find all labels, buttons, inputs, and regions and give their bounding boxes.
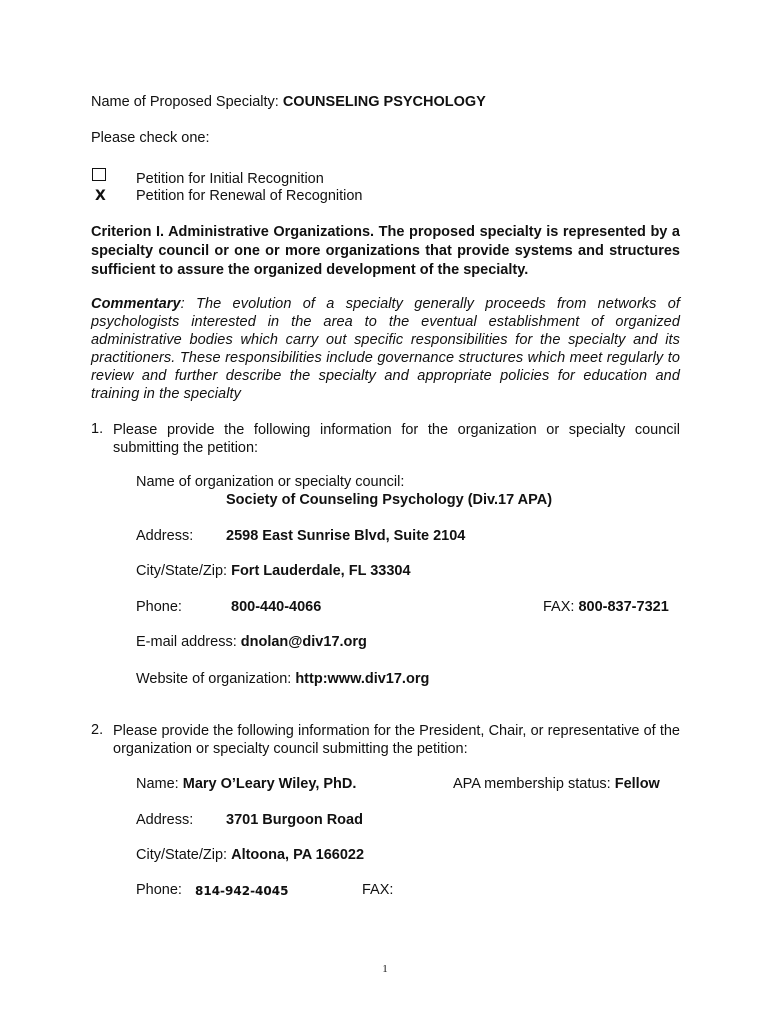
q1-website-value: http:www.div17.org [295, 671, 430, 687]
q2-address-value: 3701 Burgoon Road [226, 812, 363, 828]
q2-city-value: Altoona, PA 166022 [231, 847, 365, 863]
commentary-text: : The evolution of a specialty generally proceeds from networks of psychologists interested in the area to the eventual establishment of organized administrative bodies which carry out specific responsibilities for the specialty and its practitioners. These responsibilities include governance structures which meet regularly to review and further describe the specialty and appropriate policies for education and training in the specialty [91, 296, 680, 402]
option-renewal-label: Petition for Renewal of Recognition [136, 188, 363, 204]
q2-name-value: Mary O’Leary Wiley, PhD. [182, 776, 357, 792]
q1-phone-value: 800-440-4066 [231, 599, 322, 615]
q1-website-line [136, 671, 429, 687]
option-initial-label: Petition for Initial Recognition [136, 171, 324, 187]
q1-org-label: Name of organization or specialty council: [136, 474, 405, 490]
q2-phone-label: Phone: [136, 882, 182, 898]
page-number: 1 [382, 963, 388, 975]
q2-name-label: Name: [136, 776, 183, 792]
q1-city-label: City/State/Zip: [136, 563, 232, 579]
q2-apa-label: APA membership status: [453, 776, 615, 792]
q1-city-line [136, 563, 411, 579]
q1-website-label: Website of organization: [136, 671, 296, 687]
q2-name-line [136, 776, 356, 792]
q1-fax-line [543, 599, 669, 615]
q1-number: 1. [91, 421, 104, 437]
q2-text: Please provide the following information for the President, Chair, or representative of the organization or specialty council submitting the petition: [113, 723, 680, 757]
q1-org-value: Society of Counseling Psychology (Div.17 APA) [226, 492, 553, 508]
q2-address-label: Address: [136, 812, 194, 828]
specialty-label: Name of Proposed Specialty: [91, 94, 283, 110]
q1-email-label: E-mail address: [136, 634, 241, 650]
q1-fax-label: FAX: [543, 599, 579, 615]
q2-apa-value: Fellow [614, 776, 660, 792]
check-prompt: Please check one: [91, 130, 210, 146]
q1-text: Please provide the following information for the organization or specialty council submitting the petition: [113, 422, 680, 456]
q1-phone-label: Phone: [136, 599, 182, 615]
q2-city-line [136, 847, 364, 863]
commentary-label: Commentary [91, 296, 181, 312]
q1-city-value: Fort Lauderdale, FL 33304 [231, 563, 411, 579]
criterion-text: Criterion I. Administrative Organizations. The proposed specialty is represented by a specialty council or one or more organizations that provide systems and structures sufficient to assure the organized development of the specialty. [91, 224, 680, 278]
q2-phone-value: 814-942-4045 [195, 884, 289, 898]
q1-email-value: dnolan@div17.org [240, 634, 367, 650]
q1-email-line [136, 634, 367, 650]
specialty-value: COUNSELING PSYCHOLOGY [282, 94, 486, 110]
q1-fax-value: 800-837-7321 [578, 599, 669, 615]
q2-number: 2. [91, 722, 104, 738]
specialty-line [91, 94, 486, 110]
q2-city-label: City/State/Zip: [136, 847, 232, 863]
renewal-check-mark[interactable]: X [95, 188, 106, 204]
q2-apa-line [453, 776, 660, 792]
commentary-block [91, 295, 680, 403]
initial-recognition-checkbox[interactable] [92, 168, 106, 181]
q1-address-value: 2598 East Sunrise Blvd, Suite 2104 [226, 528, 466, 544]
q2-fax-label: FAX: [362, 882, 394, 898]
q1-address-label: Address: [136, 528, 194, 544]
